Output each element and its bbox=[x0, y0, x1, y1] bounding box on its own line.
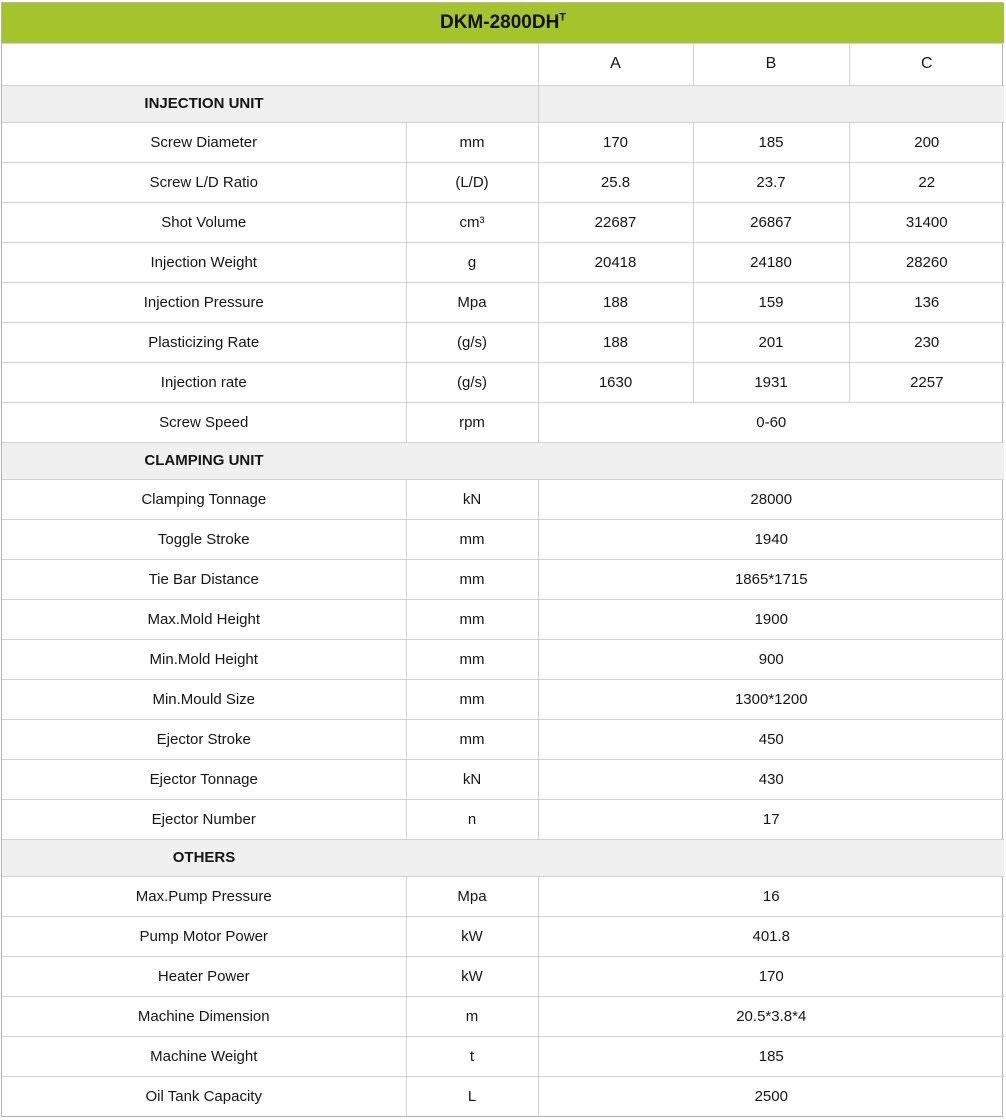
spec-row bbox=[2, 719, 1004, 759]
spec-label: Ejector Stroke bbox=[2, 719, 406, 759]
spec-unit: rpm bbox=[406, 402, 538, 442]
spec-value-span: 1300*1200 bbox=[538, 679, 1004, 719]
spec-row bbox=[2, 599, 1004, 639]
spec-value-b: 201 bbox=[693, 322, 849, 362]
spec-unit: kW bbox=[406, 956, 538, 996]
spec-value-c: 28260 bbox=[849, 242, 1004, 282]
spec-label: Machine Dimension bbox=[2, 996, 406, 1036]
spec-label: Heater Power bbox=[2, 956, 406, 996]
spec-value-span: 1940 bbox=[538, 519, 1004, 559]
column-header-c: C bbox=[849, 43, 1004, 85]
spec-label: Plasticizing Rate bbox=[2, 322, 406, 362]
spec-label: Tie Bar Distance bbox=[2, 559, 406, 599]
spec-value-a: 1630 bbox=[538, 362, 693, 402]
spec-label: Injection Pressure bbox=[2, 282, 406, 322]
spec-row bbox=[2, 799, 1004, 839]
model-title bbox=[2, 3, 1004, 43]
spec-unit: n bbox=[406, 799, 538, 839]
spec-label: Pump Motor Power bbox=[2, 916, 406, 956]
section-header-row bbox=[2, 839, 1004, 876]
section-header-filler bbox=[538, 85, 1004, 122]
spec-label: Shot Volume bbox=[2, 202, 406, 242]
section-header-cell bbox=[2, 85, 538, 122]
section-header-label: INJECTION UNIT bbox=[144, 95, 264, 112]
spec-value-span: 1900 bbox=[538, 599, 1004, 639]
spec-unit: mm bbox=[406, 719, 538, 759]
model-title-superscript: T bbox=[559, 11, 567, 24]
spec-value-b: 26867 bbox=[693, 202, 849, 242]
model-title-text: DKM-2800DH bbox=[439, 11, 560, 33]
spec-value-c: 230 bbox=[849, 322, 1004, 362]
spec-value-span: 170 bbox=[538, 956, 1004, 996]
spec-label: Max.Mold Height bbox=[2, 599, 406, 639]
spec-value-span: 20.5*3.8*4 bbox=[538, 996, 1004, 1036]
spec-value-a: 188 bbox=[538, 322, 693, 362]
spec-value-a: 25.8 bbox=[538, 162, 693, 202]
spec-row bbox=[2, 479, 1004, 519]
spec-unit: (g/s) bbox=[406, 362, 538, 402]
spec-row bbox=[2, 876, 1004, 916]
column-header-row bbox=[2, 43, 1004, 85]
spec-value-c: 2257 bbox=[849, 362, 1004, 402]
spec-value-b: 185 bbox=[693, 122, 849, 162]
spec-value-b: 24180 bbox=[693, 242, 849, 282]
spec-label: Max.Pump Pressure bbox=[2, 876, 406, 916]
section-header-label: CLAMPING UNIT bbox=[144, 452, 264, 469]
spec-unit: mm bbox=[406, 559, 538, 599]
spec-unit: mm bbox=[406, 679, 538, 719]
spec-unit: g bbox=[406, 242, 538, 282]
spec-value-a: 22687 bbox=[538, 202, 693, 242]
spec-value-c: 200 bbox=[849, 122, 1004, 162]
spec-label: Oil Tank Capacity bbox=[2, 1076, 406, 1116]
spec-unit: mm bbox=[406, 639, 538, 679]
spec-value-a: 170 bbox=[538, 122, 693, 162]
spec-value-span: 900 bbox=[538, 639, 1004, 679]
spec-value-span: 28000 bbox=[538, 479, 1004, 519]
spec-row bbox=[2, 996, 1004, 1036]
spec-label: Min.Mould Size bbox=[2, 679, 406, 719]
spec-row bbox=[2, 1036, 1004, 1076]
section-header-row bbox=[2, 85, 1004, 122]
spec-unit: (g/s) bbox=[406, 322, 538, 362]
spec-label: Ejector Number bbox=[2, 799, 406, 839]
spec-value-span: 450 bbox=[538, 719, 1004, 759]
spec-row bbox=[2, 202, 1004, 242]
spec-value-span: 401.8 bbox=[538, 916, 1004, 956]
spec-row bbox=[2, 122, 1004, 162]
spec-row bbox=[2, 559, 1004, 599]
spec-value-span: 16 bbox=[538, 876, 1004, 916]
spec-label: Injection rate bbox=[2, 362, 406, 402]
spec-label: Clamping Tonnage bbox=[2, 479, 406, 519]
spec-value-b: 159 bbox=[693, 282, 849, 322]
spec-row bbox=[2, 519, 1004, 559]
spec-row bbox=[2, 162, 1004, 202]
spec-unit: kN bbox=[406, 479, 538, 519]
spec-value-span: 1865*1715 bbox=[538, 559, 1004, 599]
spec-unit: kN bbox=[406, 759, 538, 799]
section-header-cell bbox=[2, 839, 1004, 876]
spec-unit: kW bbox=[406, 916, 538, 956]
spec-unit: Mpa bbox=[406, 876, 538, 916]
spec-row bbox=[2, 916, 1004, 956]
spec-unit: m bbox=[406, 996, 538, 1036]
spec-value-span: 2500 bbox=[538, 1076, 1004, 1116]
column-header-a: A bbox=[538, 43, 693, 85]
section-header-cell bbox=[2, 442, 1004, 479]
spec-value-span: 185 bbox=[538, 1036, 1004, 1076]
spec-unit: mm bbox=[406, 599, 538, 639]
column-header-b: B bbox=[693, 43, 849, 85]
spec-unit: cm³ bbox=[406, 202, 538, 242]
spec-value-a: 188 bbox=[538, 282, 693, 322]
spec-label: Min.Mold Height bbox=[2, 639, 406, 679]
spec-value-c: 22 bbox=[849, 162, 1004, 202]
spec-value-b: 23.7 bbox=[693, 162, 849, 202]
spec-row bbox=[2, 242, 1004, 282]
spec-row bbox=[2, 282, 1004, 322]
spec-table bbox=[2, 3, 1004, 1116]
spec-value-span: 430 bbox=[538, 759, 1004, 799]
spec-label: Screw Diameter bbox=[2, 122, 406, 162]
spec-unit: (L/D) bbox=[406, 162, 538, 202]
spec-table-body bbox=[2, 3, 1004, 1116]
spec-label: Screw L/D Ratio bbox=[2, 162, 406, 202]
spec-label: Injection Weight bbox=[2, 242, 406, 282]
spec-unit: L bbox=[406, 1076, 538, 1116]
spec-value-a: 20418 bbox=[538, 242, 693, 282]
spec-sheet bbox=[1, 2, 1003, 1117]
title-row bbox=[2, 3, 1004, 43]
spec-unit: t bbox=[406, 1036, 538, 1076]
spec-row bbox=[2, 1076, 1004, 1116]
spec-row bbox=[2, 402, 1004, 442]
spec-value-span: 17 bbox=[538, 799, 1004, 839]
spec-row bbox=[2, 639, 1004, 679]
spec-label: Ejector Tonnage bbox=[2, 759, 406, 799]
spec-row bbox=[2, 362, 1004, 402]
spec-label: Machine Weight bbox=[2, 1036, 406, 1076]
spec-value-b: 1931 bbox=[693, 362, 849, 402]
spec-row bbox=[2, 679, 1004, 719]
spec-unit: mm bbox=[406, 122, 538, 162]
spec-label: Screw Speed bbox=[2, 402, 406, 442]
spec-row bbox=[2, 322, 1004, 362]
spec-value-c: 31400 bbox=[849, 202, 1004, 242]
spec-label: Toggle Stroke bbox=[2, 519, 406, 559]
section-header-row bbox=[2, 442, 1004, 479]
spec-value-c: 136 bbox=[849, 282, 1004, 322]
spec-row bbox=[2, 956, 1004, 996]
spec-unit: mm bbox=[406, 519, 538, 559]
column-header-blank bbox=[2, 43, 538, 85]
section-header-label: OTHERS bbox=[172, 849, 236, 866]
spec-row bbox=[2, 759, 1004, 799]
spec-unit: Mpa bbox=[406, 282, 538, 322]
spec-value-span: 0-60 bbox=[538, 402, 1004, 442]
